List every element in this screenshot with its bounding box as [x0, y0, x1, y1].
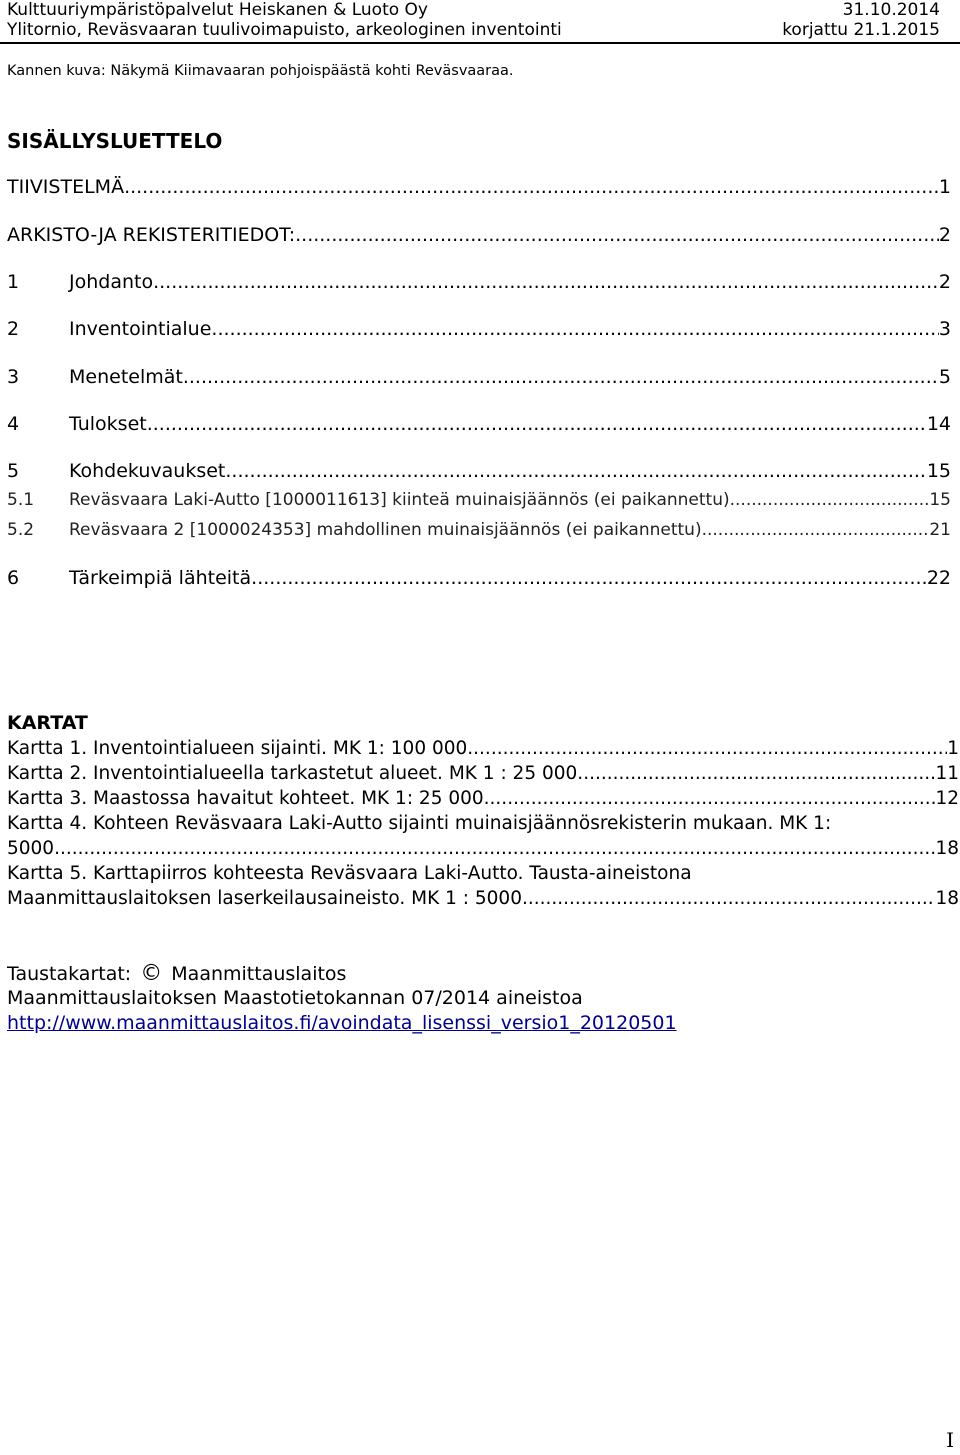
- toc-dot-leader: [124, 176, 939, 198]
- map-dot-leader: [583, 761, 935, 786]
- toc-entry-page: 5: [938, 366, 951, 388]
- toc-dot-leader: [730, 490, 930, 510]
- background-prefix: Taustakartat:: [7, 963, 138, 985]
- map-dot-leader: [473, 736, 947, 761]
- toc-dot-leader: [183, 366, 939, 388]
- toc-entry[interactable]: [7, 490, 951, 510]
- map-item-text: Kartta 2. Inventointialueella tarkastetut alueet. MK 1 : 25 000.: [7, 763, 584, 784]
- toc-entry-page: 22: [926, 567, 951, 589]
- toc-entry-title: Reväsvaara Laki-Autto [1000011613] kiinteä muinaisjäännös (ei paikannettu): [69, 490, 730, 510]
- map-item-text: 5000: [7, 838, 55, 859]
- toc-entry-page: 21: [929, 520, 951, 540]
- map-item-text: Kartta 3. Maastossa havaitut kohteet. MK 1: 25 000.: [7, 788, 490, 809]
- map-item-text: Kartta 1. Inventointialueen sijainti. MK 1: 100 000.: [7, 738, 474, 759]
- toc-entry-page: 15: [929, 490, 951, 510]
- toc-entry-number: 4: [7, 413, 20, 435]
- toc-entry-title: TIIVISTELMÄ: [7, 176, 125, 198]
- toc-entry[interactable]: [7, 567, 951, 589]
- map-item-line[interactable]: [7, 786, 959, 811]
- page-number: I: [946, 1428, 954, 1452]
- toc-entry[interactable]: [7, 176, 951, 198]
- toc-entry[interactable]: [7, 366, 951, 388]
- map-dot-leader: [528, 886, 936, 911]
- map-item-text: Maanmittauslaitoksen laserkeilausaineisto. MK 1 : 5000.: [7, 888, 528, 909]
- map-item-text: Kartta 4. Kohteen Reväsvaara Laki-Autto sijainti muinaisjäännösrekisterin mukaan. MK 1:: [7, 813, 832, 834]
- map-item-page: 18: [935, 888, 959, 909]
- toc-dot-leader: [225, 460, 926, 482]
- toc-entry-number: 2: [7, 318, 20, 340]
- header-company: Kulttuuriympäristöpalvelut Heiskanen & Luoto Oy: [7, 0, 428, 20]
- header-date: 31.10.2014: [842, 0, 940, 20]
- map-item-line[interactable]: [7, 886, 959, 911]
- cover-caption: Kannen kuva: Näkymä Kiimavaaran pohjoispäästä kohti Reväsvaaraa.: [7, 63, 514, 79]
- toc-entry[interactable]: [7, 413, 951, 435]
- map-item-page: 12: [935, 788, 959, 809]
- map-item-page: 11: [935, 763, 959, 784]
- background-suffix: Maanmittauslaitos: [165, 963, 347, 985]
- map-item-line: [7, 861, 959, 886]
- toc-entry-title: Tulokset: [69, 413, 147, 435]
- toc-entry-title: Johdanto: [69, 271, 154, 293]
- toc-entry[interactable]: [7, 224, 951, 246]
- toc-entry[interactable]: [7, 318, 951, 340]
- toc-entry-page: 2: [938, 271, 951, 293]
- toc-entry-number: 5.1: [7, 490, 35, 510]
- toc-dot-leader: [147, 413, 927, 435]
- toc-entry-page: 15: [926, 460, 951, 482]
- map-item-page: 18: [935, 838, 959, 859]
- header-project: Ylitornio, Reväsvaaran tuulivoimapuisto, arkeologinen inventointi: [7, 20, 562, 40]
- map-item-line[interactable]: [7, 836, 959, 861]
- background-maps-line: [7, 961, 346, 986]
- toc-entry[interactable]: [7, 460, 951, 482]
- toc-entry-page: 3: [938, 318, 951, 340]
- toc-entry[interactable]: [7, 520, 951, 540]
- toc-entry-number: 5: [7, 460, 20, 482]
- header-revised: korjattu 21.1.2015: [782, 20, 940, 40]
- maps-list: [7, 736, 959, 911]
- map-item-line: [7, 811, 959, 836]
- toc-entry-title: Reväsvaara 2 [1000024353] mahdollinen muinaisjäännös (ei paikannettu): [69, 520, 702, 540]
- toc-entry-page: 1: [938, 176, 951, 198]
- toc-entry-title: ARKISTO-JA REKISTERITIEDOT:: [7, 224, 296, 246]
- toc-entry-title: Inventointialue: [69, 318, 212, 340]
- toc-entry-page: 2: [938, 224, 951, 246]
- map-item-page: 1: [947, 738, 959, 759]
- header-divider: [0, 42, 960, 44]
- license-link-wrap: [7, 1012, 677, 1034]
- toc-entry-page: 14: [926, 413, 951, 435]
- toc-entry-number: 5.2: [7, 520, 35, 540]
- toc-entry-number: 6: [7, 567, 20, 589]
- map-item-line[interactable]: [7, 761, 959, 786]
- toc-entry[interactable]: [7, 271, 951, 293]
- toc-dot-leader: [295, 224, 939, 246]
- background-source-line: Maanmittauslaitoksen Maastotietokannan 07/2014 aineistoa: [7, 987, 583, 1009]
- toc-entry-title: Menetelmät: [69, 366, 183, 388]
- toc-dot-leader: [153, 271, 939, 293]
- maps-heading: KARTAT: [7, 712, 88, 734]
- toc-dot-leader: [251, 567, 927, 589]
- map-item-text: Kartta 5. Karttapiirros kohteesta Reväsvaara Laki-Autto. Tausta-aineistona: [7, 863, 692, 884]
- map-dot-leader: [490, 786, 936, 811]
- toc-entry-title: Tärkeimpiä lähteitä: [69, 567, 252, 589]
- license-link[interactable]: http://www.maanmittauslaitos.fi/avoindata_lisenssi_versio1_20120501: [7, 1012, 677, 1034]
- toc-entry-number: 3: [7, 366, 20, 388]
- toc-entry-number: 1: [7, 271, 20, 293]
- toc-dot-leader: [211, 318, 939, 340]
- map-item-line[interactable]: [7, 736, 959, 761]
- toc-entry-title: Kohdekuvaukset: [69, 460, 226, 482]
- map-dot-leader: [54, 836, 935, 861]
- toc-dot-leader: [702, 520, 930, 540]
- toc-heading: SISÄLLYSLUETTELO: [7, 129, 223, 153]
- copyright-icon: ©: [140, 961, 163, 986]
